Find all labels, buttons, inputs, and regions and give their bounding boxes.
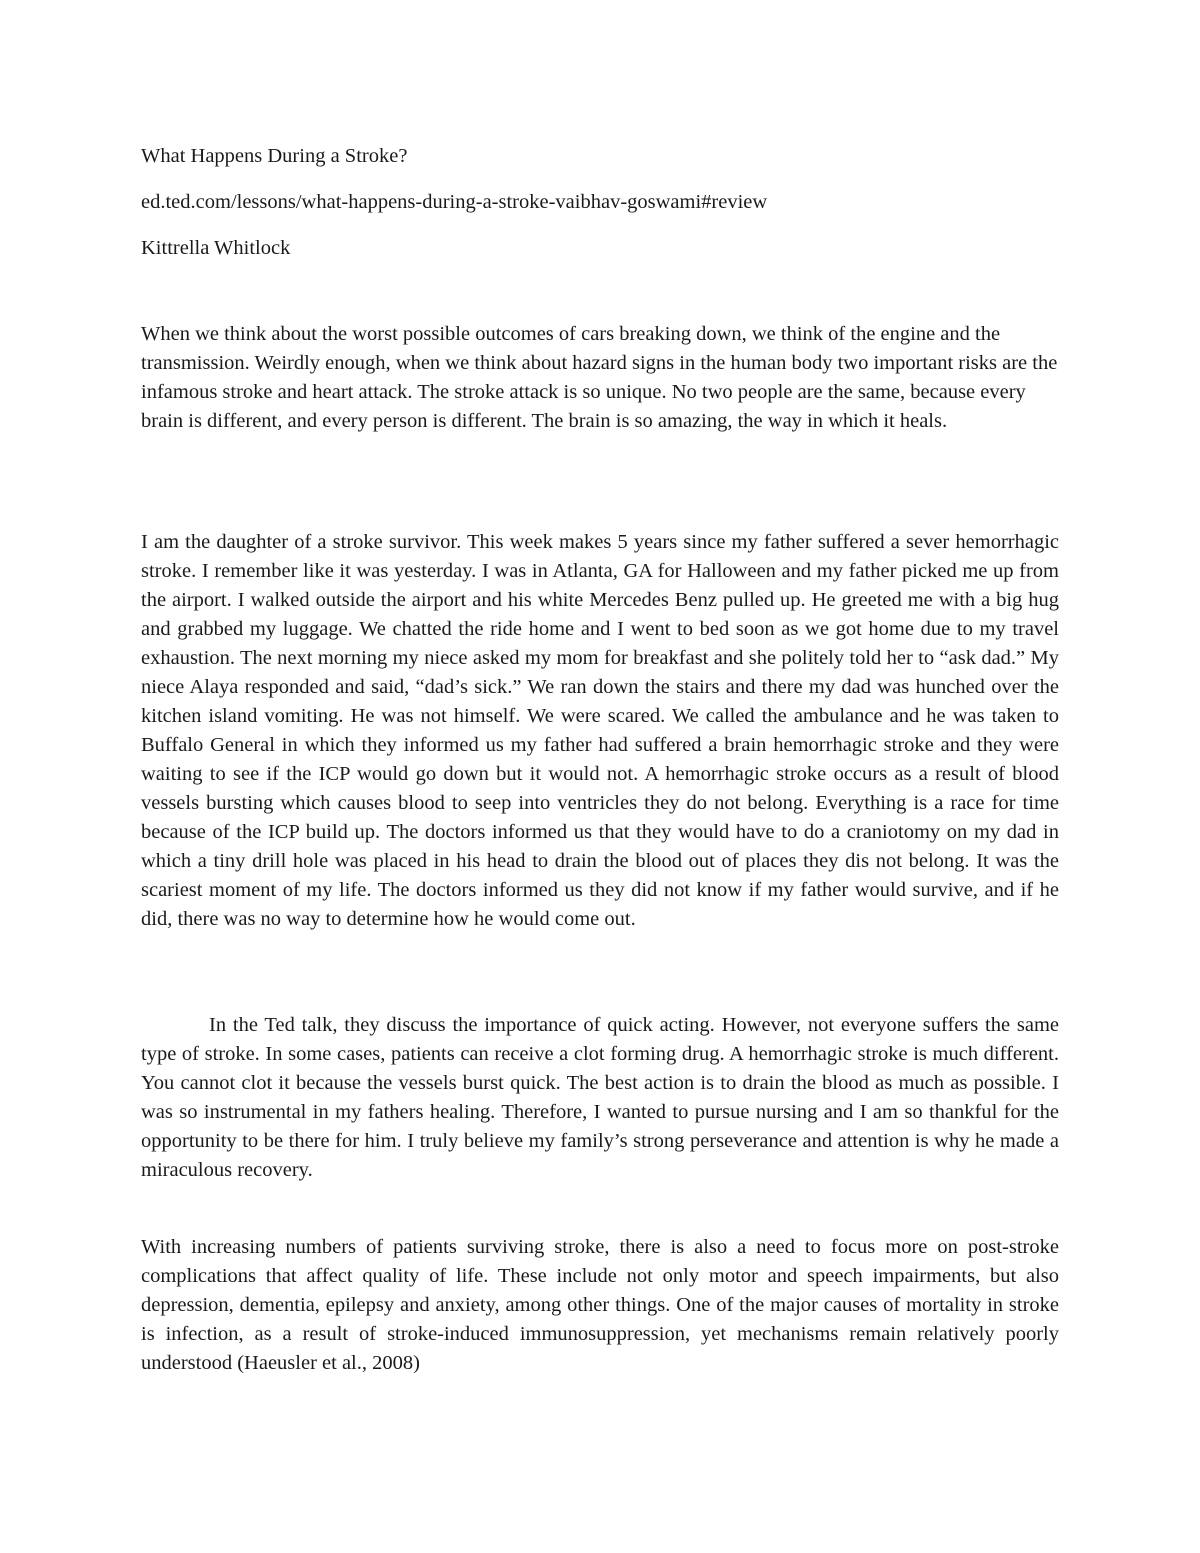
body-paragraph: When we think about the worst possible outcomes of cars breaking down, we think of the engine and the transmission. Weirdly enough, when we think about hazard signs in the human body two important risks are the infamous stroke and heart attack. The stroke attack is so unique. No two people are the same, because every brain is different, and every person is different. The brain is so amazing, the way in which it heals. [141, 323, 1058, 432]
body-paragraph: I am the daughter of a stroke survivor. This week makes 5 years since my father suffered a sever hemorrhagic stroke. I remember like it was yesterday. I was in Atlanta, GA for Halloween and my father picked me up from the airport. I walked outside the airport and his white Mercedes Benz pulled up. He greeted me with a big hug and grabbed my luggage. We chatted the ride home and I went to bed soon as we got home due to my travel exhaustion. The next morning my niece asked my mom for breakfast and she politely told her to “ask dad.” My niece Alaya responded and said, “dad’s sick.” We ran down the stairs and there my dad was hunched over the kitchen island vomiting. He was not himself. We were scared. We called the ambulance and he was taken to Buffalo General in which they informed us my father had suffered a brain hemorrhagic stroke and they were waiting to see if the ICP would go down but it would not. A hemorrhagic stroke occurs as a result of blood vessels bursting which causes blood to seep into ventricles they do not belong. Everything is a race for time because of the ICP build up. The doctors informed us that they would have to do a craniotomy on my dad in which a tiny drill hole was placed in his head to drain the blood out of places they dis not belong. It was the scariest moment of my life. The doctors informed us they did not know if my father would survive, and if he did, there was no way to determine how he would come out. [141, 531, 1059, 930]
body-paragraph: With increasing numbers of patients surviving stroke, there is also a need to focus more on post-stroke complications that affect quality of life. These include not only motor and speech impairments, but also depression, dementia, epilepsy and anxiety, among other things. One of the major causes of mortality in stroke is infection, as a result of stroke-induced immunosuppression, yet mechanisms remain relatively poorly understood (Haeusler et al., 2008) [141, 1236, 1059, 1374]
author-name: Kittrella Whitlock [141, 237, 291, 259]
source-url: ed.ted.com/lessons/what-happens-during-a-stroke-vaibhav-goswami#review [141, 191, 768, 213]
body-paragraph: In the Ted talk, they discuss the importance of quick acting. However, not everyone suffers the same type of stroke. In some cases, patients can receive a clot forming drug. A hemorrhagic stroke is much different. You cannot clot it because the vessels burst quick. The best action is to drain the blood as much as possible. I was so instrumental in my fathers healing. Therefore, I wanted to pursue nursing and I am so thankful for the opportunity to be there for him. I truly believe my family’s strong perseverance and attention is why he made a miraculous recovery. [141, 1014, 1059, 1181]
document-title: What Happens During a Stroke? [141, 145, 408, 167]
